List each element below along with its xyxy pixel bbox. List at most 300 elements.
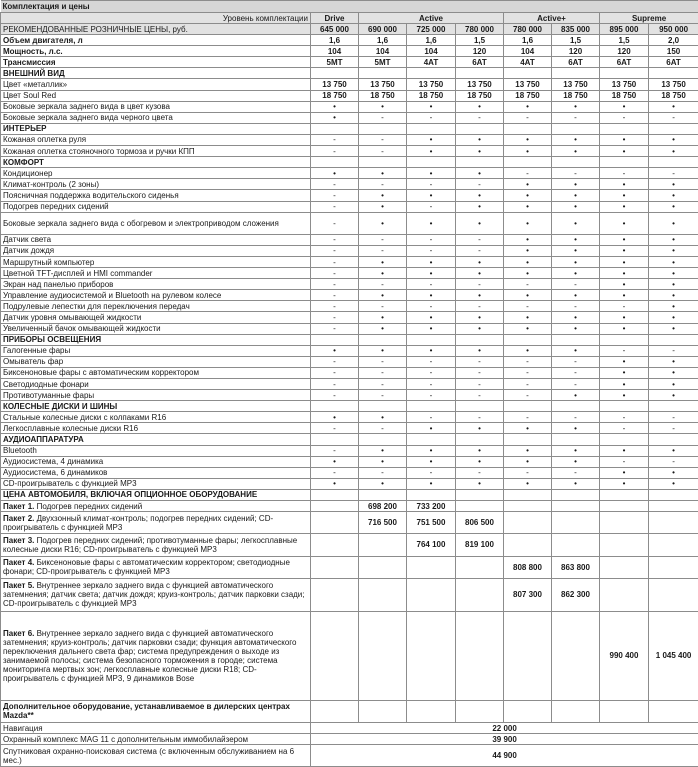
empty-cell [407, 123, 456, 134]
table-row [1, 201, 698, 212]
standard-mark: • [649, 390, 698, 401]
not-available-mark: - [456, 412, 504, 423]
standard-mark: • [600, 312, 649, 323]
standard-mark: • [359, 345, 407, 356]
value-cell: 5MT [359, 57, 407, 68]
not-available-mark: - [456, 390, 504, 401]
standard-mark: • [552, 456, 600, 467]
standard-mark: • [504, 101, 552, 112]
feature-label: Поясничная поддержка водительского сиденья [1, 190, 311, 201]
standard-mark: • [649, 146, 698, 157]
standard-mark: • [311, 456, 359, 467]
value-cell: 751 500 [407, 512, 456, 534]
not-available-mark: - [552, 412, 600, 423]
standard-mark: • [649, 323, 698, 334]
standard-mark: • [359, 456, 407, 467]
table-row [1, 190, 698, 201]
standard-mark: • [311, 345, 359, 356]
standard-mark: • [407, 146, 456, 157]
empty-cell [504, 123, 552, 134]
standard-mark: • [600, 445, 649, 456]
package-description [1, 611, 311, 700]
standard-mark: • [600, 268, 649, 279]
standard-mark: • [600, 467, 649, 478]
package-name: Пакет 2. [3, 514, 34, 523]
not-available-mark: - [600, 112, 649, 123]
value-cell [456, 578, 504, 611]
value-cell: 120 [456, 46, 504, 57]
standard-mark: • [552, 134, 600, 145]
not-available-mark: - [552, 379, 600, 390]
value-cell: 13 750 [504, 79, 552, 90]
empty-cell [311, 157, 359, 168]
empty-cell [552, 700, 600, 722]
feature-label: Климат-контроль (2 зоны) [1, 179, 311, 190]
empty-cell [359, 123, 407, 134]
standard-mark: • [359, 290, 407, 301]
standard-mark: • [600, 367, 649, 378]
table-row [1, 345, 698, 356]
standard-mark: • [456, 445, 504, 456]
empty-cell [456, 434, 504, 445]
standard-mark: • [649, 356, 698, 367]
not-available-mark: - [456, 379, 504, 390]
standard-mark: • [456, 345, 504, 356]
standard-mark: • [407, 212, 456, 234]
value-cell: 104 [311, 46, 359, 57]
standard-mark: • [552, 478, 600, 489]
table-row [1, 467, 698, 478]
feature-label: Подрулевые лепестки для переключения передач [1, 301, 311, 312]
value-cell: 13 750 [456, 79, 504, 90]
table-row [1, 256, 698, 267]
title-row [1, 1, 698, 13]
not-available-mark: - [649, 345, 698, 356]
empty-cell [552, 401, 600, 412]
package-row [1, 501, 698, 512]
standard-mark: • [649, 101, 698, 112]
standard-mark: • [456, 146, 504, 157]
table-row [1, 79, 698, 90]
standard-mark: • [649, 379, 698, 390]
standard-mark: • [359, 323, 407, 334]
not-available-mark: - [552, 301, 600, 312]
standard-mark: • [359, 190, 407, 201]
not-available-mark: - [407, 234, 456, 245]
not-available-mark: - [407, 467, 456, 478]
not-available-mark: - [600, 345, 649, 356]
standard-mark: • [456, 423, 504, 434]
feature-label: Экран над панелью приборов [1, 279, 311, 290]
not-available-mark: - [504, 301, 552, 312]
value-cell: 18 750 [552, 90, 600, 101]
not-available-mark: - [311, 234, 359, 245]
value-cell: 1,6 [359, 35, 407, 46]
value-cell: 780 000 [504, 24, 552, 35]
value-cell: 1,6 [311, 35, 359, 46]
value-cell [311, 501, 359, 512]
empty-cell [600, 334, 649, 345]
standard-mark: • [552, 234, 600, 245]
value-cell: 780 000 [456, 24, 504, 35]
standard-mark: • [456, 212, 504, 234]
not-available-mark: - [359, 367, 407, 378]
empty-cell [407, 157, 456, 168]
package-row [1, 534, 698, 556]
empty-cell [504, 68, 552, 79]
value-cell: 716 500 [359, 512, 407, 534]
not-available-mark: - [359, 112, 407, 123]
table-row [1, 412, 698, 423]
trim-active: Active [359, 13, 504, 24]
standard-mark: • [600, 201, 649, 212]
standard-mark: • [359, 312, 407, 323]
standard-mark: • [504, 423, 552, 434]
standard-mark: • [504, 212, 552, 234]
value-cell: 1 045 400 [649, 611, 698, 700]
feature-label: Датчик дождя [1, 245, 311, 256]
standard-mark: • [407, 345, 456, 356]
empty-cell [600, 434, 649, 445]
not-available-mark: - [407, 301, 456, 312]
empty-cell [456, 401, 504, 412]
standard-mark: • [649, 301, 698, 312]
empty-cell [407, 489, 456, 500]
feature-label: Легкосплавные колесные диски R16 [1, 423, 311, 434]
feature-label: Биксеноновые фары с автоматическим корректором [1, 367, 311, 378]
standard-mark: • [504, 478, 552, 489]
standard-mark: • [504, 190, 552, 201]
not-available-mark: - [359, 356, 407, 367]
table-row [1, 456, 698, 467]
empty-cell [456, 334, 504, 345]
table-row [1, 445, 698, 456]
feature-label: Боковые зеркала заднего вида с обогревом и электроприводом сложения [1, 212, 311, 234]
not-available-mark: - [649, 423, 698, 434]
feature-label: Датчик света [1, 234, 311, 245]
standard-mark: • [552, 345, 600, 356]
value-cell: 18 750 [649, 90, 698, 101]
package-name: Пакет 1. [3, 502, 34, 511]
value-cell: 862 300 [552, 578, 600, 611]
standard-mark: • [504, 201, 552, 212]
standard-mark: • [504, 268, 552, 279]
feature-label: Галогенные фары [1, 345, 311, 356]
feature-label: Подогрев передних сидений [1, 201, 311, 212]
empty-cell [456, 157, 504, 168]
not-available-mark: - [311, 290, 359, 301]
table-row [1, 46, 698, 57]
feature-label: CD-проигрыватель с функцией MP3 [1, 478, 311, 489]
table-row [1, 101, 698, 112]
standard-mark: • [600, 256, 649, 267]
value-cell: 6AT [552, 57, 600, 68]
value-cell [407, 556, 456, 578]
table-row [1, 290, 698, 301]
standard-mark: • [311, 478, 359, 489]
table-row [1, 212, 698, 234]
package-row [1, 578, 698, 611]
not-available-mark: - [311, 423, 359, 434]
value-cell: 808 800 [504, 556, 552, 578]
not-available-mark: - [311, 301, 359, 312]
empty-cell [649, 157, 698, 168]
option-label: Спутниковая охранно-поисковая система (с включенным обслуживанием на 6 мес.) [1, 745, 311, 767]
value-cell: 13 750 [649, 79, 698, 90]
value-cell: 1,5 [456, 35, 504, 46]
standard-mark: • [456, 268, 504, 279]
package-items: Подогрев передних сидений; противотуманные фары; легкосплавные колесные диски R16; CD-проигрыватель с функцией MP3 [3, 536, 297, 554]
value-cell: 13 750 [359, 79, 407, 90]
standard-mark: • [456, 134, 504, 145]
standard-mark: • [649, 467, 698, 478]
standard-mark: • [359, 212, 407, 234]
value-cell: 725 000 [407, 24, 456, 35]
feature-label: Увеличенный бачок омывающей жидкости [1, 323, 311, 334]
empty-cell [504, 157, 552, 168]
standard-mark: • [359, 168, 407, 179]
standard-mark: • [456, 168, 504, 179]
section-title: ВНЕШНИЙ ВИД [1, 68, 311, 79]
standard-mark: • [407, 312, 456, 323]
standard-mark: • [649, 212, 698, 234]
section-title: ПРИБОРЫ ОСВЕЩЕНИЯ [1, 334, 311, 345]
not-available-mark: - [456, 279, 504, 290]
not-available-mark: - [504, 367, 552, 378]
not-available-mark: - [311, 212, 359, 234]
empty-cell [311, 700, 359, 722]
not-available-mark: - [600, 456, 649, 467]
package-name: Пакет 4. [3, 558, 34, 567]
value-cell: 6AT [600, 57, 649, 68]
table-row [1, 301, 698, 312]
option-label: Навигация [1, 722, 311, 733]
empty-cell [649, 123, 698, 134]
empty-cell [456, 489, 504, 500]
section-title: КОМФОРТ [1, 157, 311, 168]
standard-mark: • [600, 234, 649, 245]
trim-drive: Drive [311, 13, 359, 24]
value-cell [504, 534, 552, 556]
value-cell: 18 750 [359, 90, 407, 101]
value-cell [600, 578, 649, 611]
table-row [1, 268, 698, 279]
standard-mark: • [504, 234, 552, 245]
standard-mark: • [552, 323, 600, 334]
value-cell: 18 750 [407, 90, 456, 101]
section-heading [1, 334, 698, 345]
value-cell: 120 [600, 46, 649, 57]
not-available-mark: - [649, 168, 698, 179]
not-available-mark: - [552, 367, 600, 378]
value-cell: 895 000 [600, 24, 649, 35]
value-cell [649, 512, 698, 534]
value-cell: 733 200 [407, 501, 456, 512]
standard-mark: • [407, 256, 456, 267]
feature-label: Кондиционер [1, 168, 311, 179]
empty-cell [359, 489, 407, 500]
feature-label: Стальные колесные диски с колпаками R16 [1, 412, 311, 423]
not-available-mark: - [407, 201, 456, 212]
standard-mark: • [456, 290, 504, 301]
standard-mark: • [359, 201, 407, 212]
standard-mark: • [456, 101, 504, 112]
value-cell: 18 750 [456, 90, 504, 101]
not-available-mark: - [456, 356, 504, 367]
standard-mark: • [456, 256, 504, 267]
value-cell [552, 534, 600, 556]
value-cell: 4AT [504, 57, 552, 68]
package-name: Пакет 6. [3, 629, 34, 638]
value-cell [649, 534, 698, 556]
package-name: Пакет 5. [3, 581, 34, 590]
empty-cell [552, 123, 600, 134]
package-items: Внутреннее зеркало заднего вида с функцией автоматического затемнения; круиз-контроль; датчик парковки сзади; функция автоматического переключения дальнего света фар; система предупреждения о выходе из занимаемой полосы; система безопасного торможения в городе; система мониторинга мертвых зон; легкосплавные колесные диски R18; CD-проигрыватель с функцией MP3, 9 динамиков Bose [3, 629, 296, 683]
value-cell: 690 000 [359, 24, 407, 35]
package-description [1, 501, 311, 512]
not-available-mark: - [359, 390, 407, 401]
standard-mark: • [600, 379, 649, 390]
empty-cell [504, 489, 552, 500]
not-available-mark: - [311, 379, 359, 390]
value-cell: 990 400 [600, 611, 649, 700]
standard-mark: • [649, 290, 698, 301]
standard-mark: • [649, 190, 698, 201]
not-available-mark: - [311, 201, 359, 212]
not-available-mark: - [311, 146, 359, 157]
value-cell: 18 750 [600, 90, 649, 101]
option-price: 44 900 [311, 745, 698, 767]
empty-cell [600, 123, 649, 134]
section-title: АУДИОАППАРАТУРА [1, 434, 311, 445]
value-cell [359, 534, 407, 556]
empty-cell [649, 489, 698, 500]
not-available-mark: - [407, 356, 456, 367]
empty-cell [359, 334, 407, 345]
feature-label: Цвет «металлик» [1, 79, 311, 90]
not-available-mark: - [552, 112, 600, 123]
not-available-mark: - [504, 168, 552, 179]
not-available-mark: - [456, 112, 504, 123]
dealer-option-row [1, 722, 698, 733]
standard-mark: • [649, 445, 698, 456]
not-available-mark: - [311, 279, 359, 290]
standard-mark: • [552, 146, 600, 157]
not-available-mark: - [311, 268, 359, 279]
standard-mark: • [359, 256, 407, 267]
standard-mark: • [407, 268, 456, 279]
value-cell [311, 578, 359, 611]
empty-cell [456, 123, 504, 134]
feature-label: РЕКОМЕНДОВАННЫЕ РОЗНИЧНЫЕ ЦЕНЫ, руб. [1, 24, 311, 35]
package-row [1, 611, 698, 700]
standard-mark: • [649, 201, 698, 212]
standard-mark: • [456, 201, 504, 212]
value-cell [600, 501, 649, 512]
value-cell [552, 611, 600, 700]
standard-mark: • [504, 245, 552, 256]
standard-mark: • [504, 179, 552, 190]
standard-mark: • [649, 312, 698, 323]
not-available-mark: - [311, 367, 359, 378]
feature-label: Цветной TFT-дисплей и HMI commander [1, 268, 311, 279]
not-available-mark: - [407, 367, 456, 378]
table-row [1, 234, 698, 245]
trim-level-label: Уровень комплектации [1, 13, 311, 24]
table-row [1, 112, 698, 123]
standard-mark: • [552, 179, 600, 190]
value-cell [311, 556, 359, 578]
empty-cell [504, 434, 552, 445]
standard-mark: • [504, 445, 552, 456]
not-available-mark: - [311, 312, 359, 323]
empty-cell [407, 68, 456, 79]
empty-cell [552, 334, 600, 345]
not-available-mark: - [504, 412, 552, 423]
empty-cell [600, 700, 649, 722]
value-cell: 764 100 [407, 534, 456, 556]
standard-mark: • [649, 134, 698, 145]
standard-mark: • [504, 456, 552, 467]
package-items: Подогрев передних сидений [37, 502, 143, 511]
value-cell: 950 000 [649, 24, 698, 35]
value-cell [311, 512, 359, 534]
table-row [1, 245, 698, 256]
table-row [1, 57, 698, 68]
trim-supreme: Supreme [600, 13, 698, 24]
standard-mark: • [504, 256, 552, 267]
standard-mark: • [407, 456, 456, 467]
standard-mark: • [552, 212, 600, 234]
table-row [1, 323, 698, 334]
table-row [1, 168, 698, 179]
package-description [1, 578, 311, 611]
value-cell [359, 556, 407, 578]
value-cell [407, 578, 456, 611]
value-cell [600, 512, 649, 534]
dealer-option-row [1, 734, 698, 745]
standard-mark: • [407, 478, 456, 489]
option-price: 39 900 [311, 734, 698, 745]
value-cell: 807 300 [504, 578, 552, 611]
feature-label: Кожаная оплетка стояночного тормоза и ручки КПП [1, 146, 311, 157]
value-cell: 1,5 [600, 35, 649, 46]
standard-mark: • [552, 256, 600, 267]
empty-cell [649, 68, 698, 79]
not-available-mark: - [407, 379, 456, 390]
table-row [1, 134, 698, 145]
standard-mark: • [552, 290, 600, 301]
table-row [1, 312, 698, 323]
standard-mark: • [504, 323, 552, 334]
empty-cell [407, 334, 456, 345]
feature-label: Омыватель фар [1, 356, 311, 367]
standard-mark: • [552, 423, 600, 434]
not-available-mark: - [552, 467, 600, 478]
empty-cell [407, 700, 456, 722]
value-cell [649, 501, 698, 512]
not-available-mark: - [504, 379, 552, 390]
feature-label: Объем двигателя, л [1, 35, 311, 46]
standard-mark: • [407, 101, 456, 112]
not-available-mark: - [311, 467, 359, 478]
value-cell: 150 [649, 46, 698, 57]
value-cell: 13 750 [552, 79, 600, 90]
not-available-mark: - [359, 423, 407, 434]
feature-label: Маршрутный компьютер [1, 256, 311, 267]
feature-label: Противотуманные фары [1, 390, 311, 401]
feature-label: Светодиодные фонари [1, 379, 311, 390]
